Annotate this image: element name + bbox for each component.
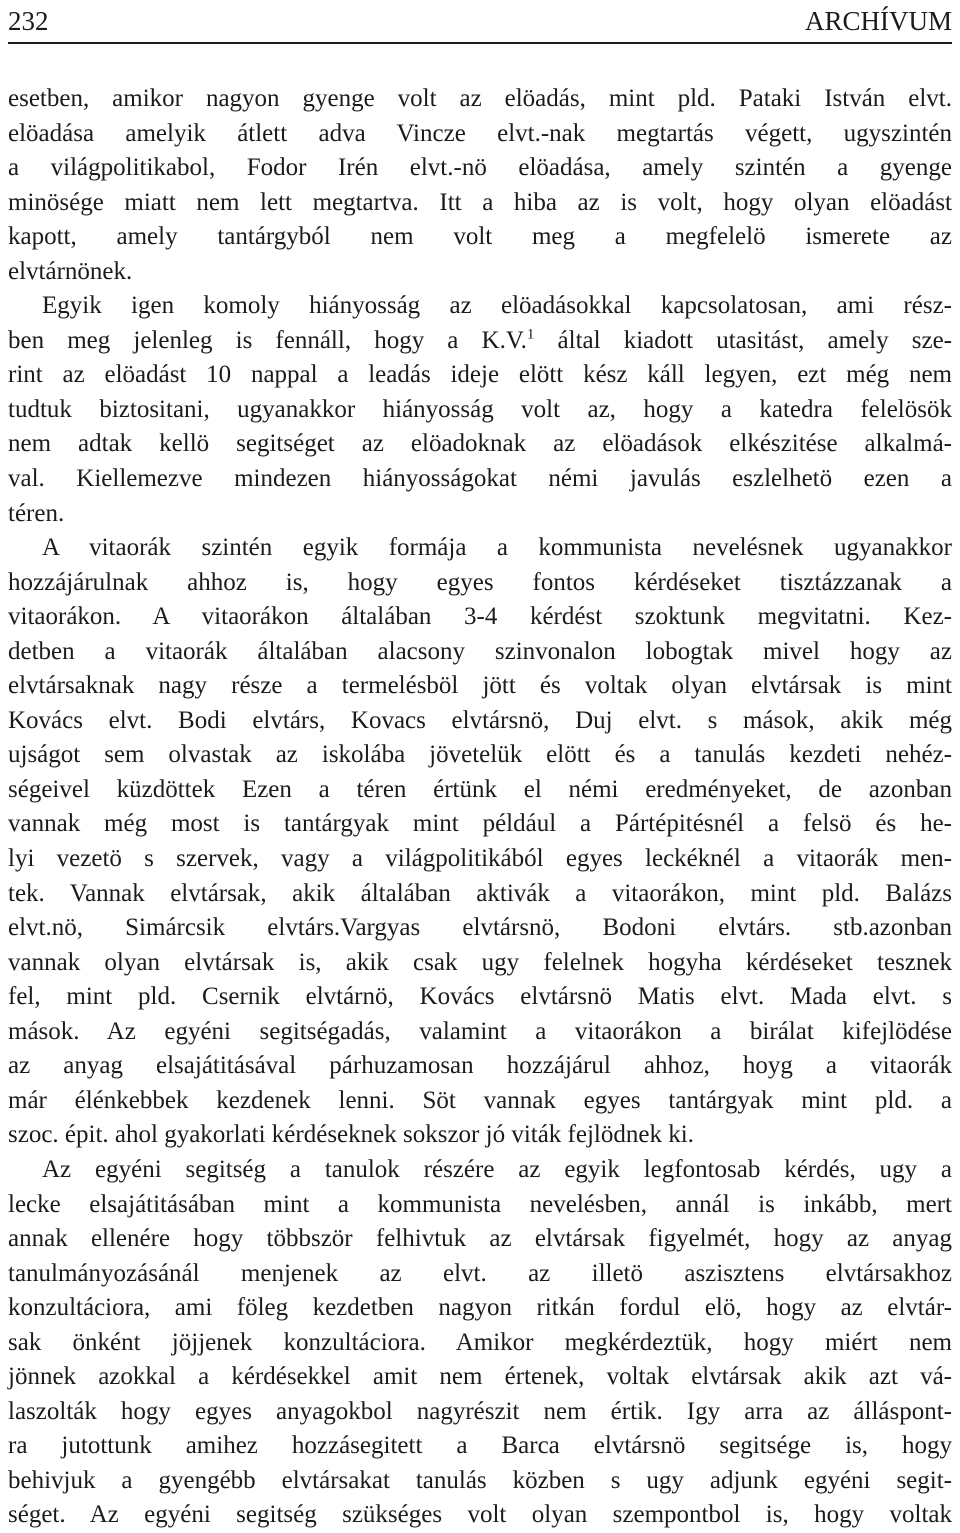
text-line-content: ben meg jelenleg is fennáll, hogy a K.V.: [8, 326, 527, 354]
text-line-content: lyi vezetö s szervek, vagy a világpolitikából egyes leckéknél a vitaorák men-: [8, 845, 952, 873]
text-line: [8, 393, 952, 428]
text-line-content: az anyag elsajátitásával párhuzamosan hozzájárul ahhoz, hoyg a vitaorák: [8, 1052, 952, 1080]
text-line-content: hozzájárulnak ahhoz is, hogy egyes fontos kérdéseket tisztázzanak a: [8, 568, 952, 596]
body-text: [8, 82, 952, 1533]
section-title: ARCHÍVUM: [804, 6, 952, 36]
running-header: [8, 4, 952, 38]
page-number: 232: [8, 6, 49, 36]
text-line-content: téren.: [8, 499, 65, 527]
text-line-content: ségeivel küzdöttek Ezen a téren értünk el némi eredményeket, de azonban: [8, 775, 952, 803]
text-line-content: tanulmányozásánál menjenek az elvt. az illetö aszisztens elvtársakhoz: [8, 1259, 952, 1287]
text-line-content: nem adtak kellö segitséget az elöadoknak az elöadások elkészitése alkalmá-: [8, 430, 952, 458]
text-line-content: fel, mint pld. Csernik elvtárnö, Kovács elvtársnö Matis elvt. Mada elvt. s: [8, 983, 952, 1011]
text-line: [8, 1084, 952, 1119]
text-line-content: sak önként jöjjenek konzultáciora. Amikor megkérdeztük, hogy miért nem: [8, 1328, 952, 1356]
text-line: [8, 773, 952, 808]
text-line: [8, 1153, 952, 1188]
text-line: [8, 1429, 952, 1464]
text-line: [8, 497, 952, 532]
text-line: [8, 1464, 952, 1499]
text-line: [8, 427, 952, 462]
text-line-content: annak ellenére hogy többször felhivtuk az elvtársak figyelmét, hogy az anyag: [8, 1225, 952, 1253]
text-line: [8, 186, 952, 221]
text-line: [8, 462, 952, 497]
text-line-content: val. Kiellemezve mindezen hiányosságokat némi javulás eszlelhetö ezen a: [8, 465, 952, 493]
text-line: [8, 600, 952, 635]
text-line: [8, 842, 952, 877]
text-line: [8, 1257, 952, 1292]
text-line-content: esetben, amikor nagyon gyenge volt az elöadás, mint pld. Pataki István elvt.: [8, 85, 952, 112]
text-line: [8, 531, 952, 566]
text-line: [8, 1498, 952, 1533]
text-line-content: elvtárnönek.: [8, 257, 133, 285]
text-line: [8, 289, 952, 324]
text-line-content: lecke elsajátitásában mint a kommunista nevelésben, annál is inkább, mert: [8, 1190, 952, 1218]
text-line: [8, 704, 952, 739]
text-line: [8, 324, 952, 359]
text-line-content: vannak olyan elvtársak is, akik csak ugy felelnek hogyha kérdéseket tesznek: [8, 948, 952, 976]
text-line: [8, 1118, 952, 1153]
text-line: [8, 82, 952, 117]
text-line-content: laszolták hogy egyes anyagokbol nagyrészit nem értik. Igy arra az álláspont-: [8, 1397, 952, 1425]
text-line: [8, 1395, 952, 1430]
text-line-content: a világpolitikabol, Fodor Irén elvt.-nö elöadása, amely szintén a gyenge: [8, 154, 952, 182]
header-rule: [8, 42, 952, 44]
text-line: [8, 1291, 952, 1326]
text-line-content: Egyik igen komoly hiányosság az elöadásokkal kapcsolatosan, ami rész-: [42, 292, 952, 320]
text-line: [8, 1015, 952, 1050]
text-line-content: Kovács elvt. Bodi elvtárs, Kovacs elvtársnö, Duj elvt. s mások, akik még: [8, 706, 952, 734]
text-line-content: vannak még most is tantárgyak mint például a Pártépitésnél a felsö és he-: [8, 810, 952, 838]
text-line: [8, 1360, 952, 1395]
text-line: [8, 1049, 952, 1084]
text-line-content: jönnek azokkal a kérdésekkel amit nem értenek, voltak elvtársak akik azt vá-: [8, 1363, 952, 1391]
text-line: [8, 1222, 952, 1257]
text-line-content: detben a vitaorák általában alacsony szinvonalon lobogtak mivel hogy az: [8, 637, 952, 665]
text-line: [8, 220, 952, 255]
text-line: [8, 151, 952, 186]
text-line: [8, 980, 952, 1015]
text-line-content: rint az elöadást 10 nappal a leadás ideje elött kész káll legyen, ezt még nem: [8, 361, 952, 389]
text-line-content: konzultáciora, ami föleg kezdetben nagyon ritkán fordul elö, hogy az elvtár-: [8, 1294, 952, 1322]
text-line: [8, 358, 952, 393]
text-line-content: már élénkebbek kezdenek lenni. Söt vannak egyes tantárgyak mint pld. a: [8, 1086, 952, 1114]
text-line-content: kapott, amely tantárgyból nem volt meg a megfelelö ismerete az: [8, 223, 952, 251]
text-line-content: minösége miatt nem lett megtartva. Itt a hiba az is volt, hogy olyan elöadást: [8, 188, 952, 216]
text-line-content: szoc. épit. ahol gyakorlati kérdéseknek sokszor jó viták fejlödnek ki.: [8, 1121, 694, 1149]
text-line: [8, 1326, 952, 1361]
text-line-content: mások. Az egyéni segitségadás, valamint a vitaorákon a birálat kifejlödése: [8, 1017, 952, 1045]
text-line: [8, 566, 952, 601]
text-line: [8, 1188, 952, 1223]
text-line-content: elvt.nö, Simárcsik elvtárs.Vargyas elvtársnö, Bodoni elvtárs. stb.azonban: [8, 914, 952, 942]
text-line-tail: által kiadott utasitást, amely sze-: [534, 326, 952, 354]
text-line: [8, 911, 952, 946]
text-line-content: séget. Az egyéni segitség szükséges volt olyan szempontbol is, hogy voltak: [8, 1501, 952, 1529]
text-line: [8, 877, 952, 912]
text-line: [8, 738, 952, 773]
text-line-content: vitaorákon. A vitaorákon általában 3-4 kérdést szoktunk megvitatni. Kez-: [8, 603, 952, 631]
text-line: [8, 946, 952, 981]
text-line-content: ra jutottunk amihez hozzásegitett a Barca elvtársnö segitsége is, hogy: [8, 1432, 952, 1460]
text-line: [8, 255, 952, 290]
text-line-content: behivjuk a gyengébb elvtársakat tanulás közben s ugy adjunk egyéni segit-: [8, 1466, 952, 1494]
text-line-content: elvtársaknak nagy része a termelésböl jött és voltak olyan elvtársak is mint: [8, 672, 952, 700]
text-line-content: tudtuk biztositani, ugyanakkor hiányosság volt az, hogy a katedra felelösök: [8, 395, 952, 423]
text-line-content: elöadása amelyik átlett adva Vincze elvt.-nak megtartás végett, ugyszintén: [8, 119, 952, 147]
text-line-content: A vitaorák szintén egyik formája a kommunista nevelésnek ugyanakkor: [42, 534, 952, 562]
text-line-content: ujságot sem olvastak az iskolába jövetelük elött és a tanulás kezdeti nehéz-: [8, 741, 952, 769]
text-line: [8, 635, 952, 670]
text-line: [8, 117, 952, 152]
text-line: [8, 807, 952, 842]
text-line-content: tek. Vannak elvtársak, akik általában aktivák a vitaorákon, mint pld. Balázs: [8, 879, 952, 907]
text-line-content: Az egyéni segitség a tanulok részére az egyik legfontosab kérdés, ugy a: [42, 1155, 952, 1183]
footnote-marker: 1: [526, 326, 535, 343]
text-line: [8, 669, 952, 704]
